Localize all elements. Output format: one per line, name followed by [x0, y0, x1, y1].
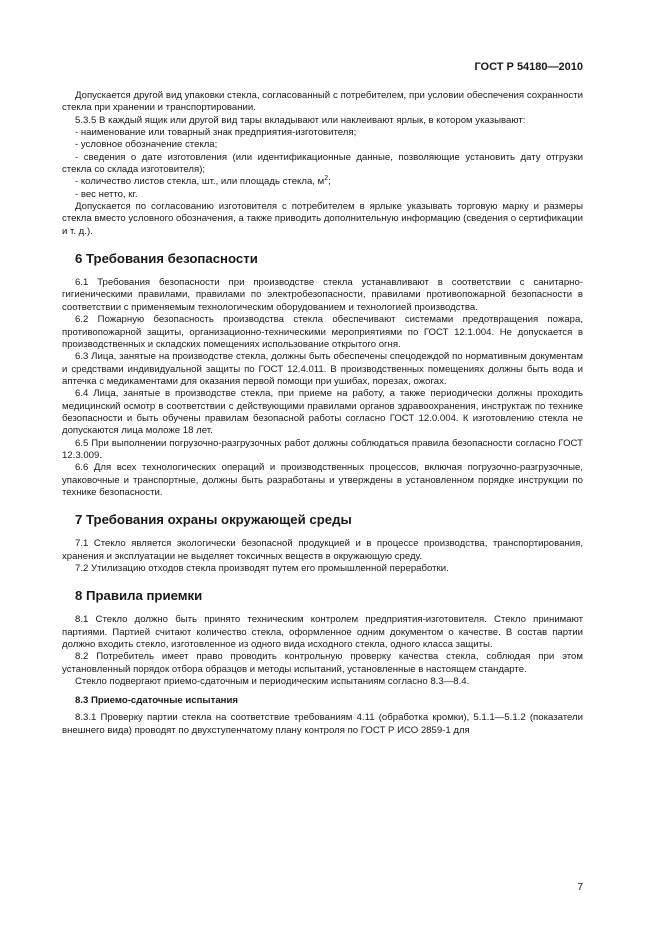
paragraph: 8.2 Потребитель имеет право проводить контрольную проверку качества стекла, соблюдая при этом установленный порядок отбора образцов и методы испытаний, установленные в настоящем стандарте.: [62, 651, 583, 675]
paragraph: 7.2 Утилизацию отходов стекла производят путем его промышленной переработки.: [75, 563, 449, 574]
paragraph: 5.3.5 В каждый ящик или другой вид тары вкладывают или наклеивают ярлык, в котором указывают:: [75, 114, 526, 126]
section-heading: 6 Требования безопасности: [75, 251, 258, 267]
paragraph: Стекло подвергают приемо-сдаточным и периодическим испытаниям согласно 8.3—8.4.: [75, 676, 470, 688]
list-item: [62, 176, 583, 188]
paragraph: 6.3 Лица, занятые на производстве стекла, должны быть обеспечены спецодеждой по нормативным документам и средствами индивидуальной защиты по ГОСТ 12.4.011. В производственных помещениях должны быть вода и аптечка с медикаментами для оказания первой помощи при ушибах, порезах, ожогах.: [62, 351, 583, 387]
paragraph: 7.1 Стекло является экологически безопасной продукцией и в процессе производства, транспортирования, хранения и эксплуатации не выделяет токсичных веществ в окружающую среду.: [62, 538, 583, 562]
list-item: - вес нетто, кг.: [75, 188, 138, 200]
paragraph: Допускается по согласованию изготовителя с потребителем в ярлыке указывать торговую марку и размеры стекла вместо условного обозначения, а также приводить дополнительную информацию (сведения о сертификации и т. д.).: [62, 201, 583, 237]
list-item: - наименование или товарный знак предприятия-изготовителя;: [75, 127, 357, 139]
paragraph: 6.5 При выполнении погрузочно-разгрузочных работ должны соблюдаться правила безопасности согласно ГОСТ 12.3.009.: [62, 437, 583, 461]
list-item-end: ;: [328, 176, 331, 188]
page-number: 7: [577, 882, 583, 893]
paragraph: Допускается другой вид упаковки стекла, согласованный с потребителем, при условии обеспечения сохранности стекла при хранении и транспортировании.: [62, 90, 583, 114]
list-item-text: - количество листов стекла, шт., или площадь стекла, м: [75, 176, 325, 188]
subsection-heading: 8.3 Приемо-сдаточные испытания: [75, 695, 238, 707]
section-heading: 8 Правила приемки: [75, 588, 203, 604]
paragraph: 6.2 Пожарную безопасность производства стекла обеспечивают системами предотвращения пожара, противопожарной защиты, организационно-техническими мероприятиями по ГОСТ 12.1.004. Не допускается в производственных и складских помещениях использование открытого огня.: [62, 314, 583, 350]
list-item: - условное обозначение стекла;: [75, 139, 218, 151]
paragraph: 6.1 Требования безопасности при производстве стекла устанавливают в соответствии с санитарно-гигиеническими правилами, правилами по электробезопасности, правилами противопожарной безопасности в соответствии с применяемым технологическим оборудованием и технологией производства.: [62, 277, 583, 313]
superscript: 2: [324, 175, 329, 183]
paragraph: 8.3.1 Проверку партии стекла на соответствие требованиям 4.11 (обработка кромки), 5.1.1—5.1.2 (показатели внешнего вида) проводят по двухступенчатому плану контроля по ГОСТ Р ИСО 2859-1 для: [62, 712, 583, 736]
paragraph: 6.4 Лица, занятые в производстве стекла, при приеме на работу, а также периодически должны проходить медицинский осмотр в соответствии с действующими правилами органов здравоохранения, инструктаж по технике безопасности и быть обучены правилам безопасной работы согласно ГОСТ 12.0.004. К изготовлению стекла не допускаются лица моложе 18 лет.: [62, 388, 583, 437]
page-body: [62, 90, 583, 737]
paragraph: 6.6 Для всех технологических операций и производственных процессов, включая погрузочно-разгрузочные, упаковочные и транспортные, должны быть разработаны и утверждены в установленном порядке инструкции по технике безопасности.: [62, 462, 583, 498]
section-heading: 7 Требования охраны окружающей среды: [75, 512, 352, 528]
paragraph: 8.1 Стекло должно быть принято техническим контролем предприятия-изготовителя. Стекло принимают партиями. Партией считают количество стекла, оформленное одним документом о качестве. В состав партии должно входить стекло, изготовленное из одного вида исходного стекла, одного класса защиты.: [62, 614, 583, 651]
list-item: - сведения о дате изготовления (или идентификационные данные, позволяющие установить дату отгрузки стекла со склада изготовителя);: [62, 151, 583, 176]
document-code: ГОСТ Р 54180—2010: [474, 61, 583, 73]
